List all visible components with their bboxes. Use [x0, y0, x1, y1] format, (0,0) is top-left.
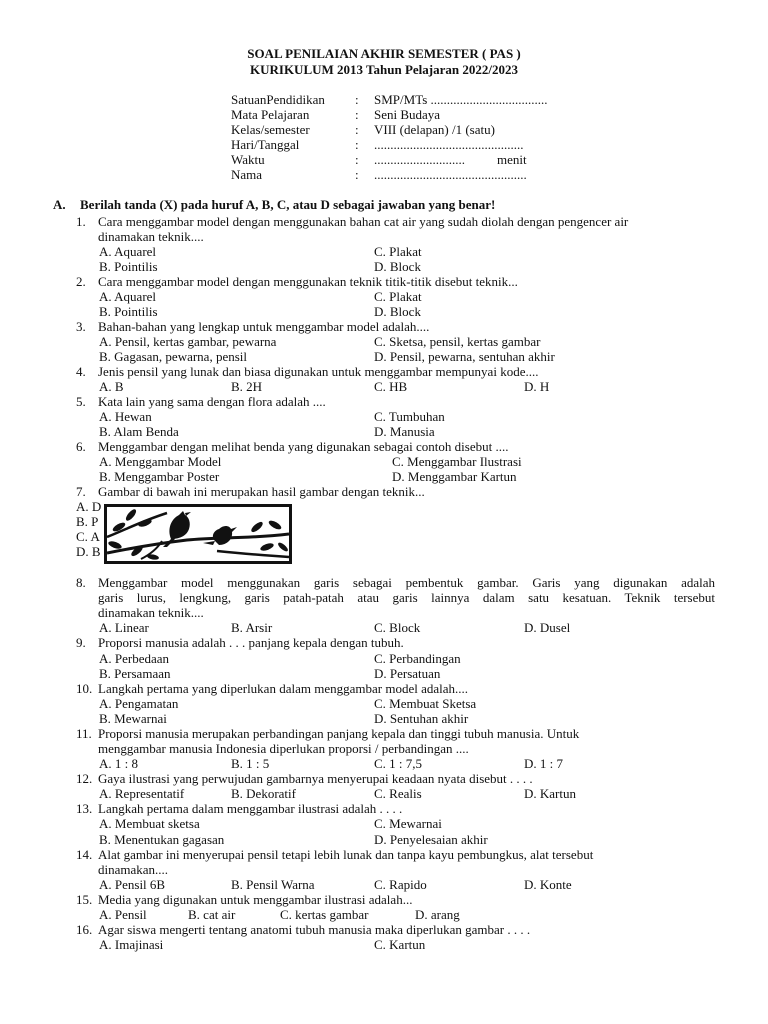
- section-letter: A.: [53, 197, 66, 212]
- question-text: garis lurus, lengkung, garis patah-patah atau garis lainnya dalam satu kesatuan. Teknik tersebut: [98, 590, 715, 605]
- option: C. Realis: [374, 786, 422, 801]
- option: D. Menggambar Kartun: [392, 469, 517, 484]
- option: B. Pensil Warna: [231, 877, 315, 892]
- info-sep: :: [355, 152, 359, 167]
- option: C. 1 : 7,5: [374, 756, 423, 771]
- option: D. Block: [374, 304, 421, 319]
- section-instruction: Berilah tanda (X) pada huruf A, B, C, atau D sebagai jawaban yang benar!: [80, 197, 496, 212]
- info-value: VIII (delapan) /1 (satu): [374, 122, 495, 137]
- option: D. Kartun: [524, 786, 576, 801]
- page-subtitle: KURIKULUM 2013 Tahun Pelajaran 2022/2023: [250, 62, 518, 77]
- question-number: 5.: [76, 394, 86, 409]
- question-number: 13.: [76, 801, 93, 816]
- info-label: SatuanPendidikan: [231, 92, 325, 107]
- question-text: dinamakan teknik....: [98, 229, 204, 244]
- question-text: Proporsi manusia merupakan perbandingan panjang kepala dan tinggi tubuh manusia. Untuk: [98, 726, 580, 741]
- option: A. Aquarel: [99, 289, 157, 304]
- question-text: Cara menggambar model dengan menggunakan teknik titik-titik disebut teknik...: [98, 274, 518, 289]
- option: D. Sentuhan akhir: [374, 711, 469, 726]
- option: B. Pointilis: [99, 304, 158, 319]
- option: C. A: [76, 529, 100, 544]
- question-number: 6.: [76, 439, 86, 454]
- info-value: ..............................................: [374, 137, 524, 152]
- option: A. Membuat sketsa: [99, 816, 200, 831]
- question-text: Langkah pertama yang diperlukan dalam menggambar model adalah....: [98, 681, 468, 696]
- question-number: 11.: [76, 726, 92, 741]
- option: A. 1 : 8: [99, 756, 138, 771]
- page-title: SOAL PENILAIAN AKHIR SEMESTER ( PAS ): [247, 46, 521, 61]
- info-label: Kelas/semester: [231, 122, 310, 137]
- option: C. Tumbuhan: [374, 409, 445, 424]
- question-text: Alat gambar ini menyerupai pensil tetapi lebih lunak dan tanpa kayu pembungkus, alat tersebut: [98, 847, 594, 862]
- info-sep: :: [355, 122, 359, 137]
- question-number: 14.: [76, 847, 93, 862]
- question-text: Menggambar dengan melihat benda yang digunakan sebagai contoh disebut ....: [98, 439, 509, 454]
- option: B. 1 : 5: [231, 756, 270, 771]
- option: C. Rapido: [374, 877, 427, 892]
- question-text: Proporsi manusia adalah . . . panjang kepala dengan tubuh.: [98, 635, 404, 650]
- option: A. Pensil: [99, 907, 147, 922]
- option: B. cat air: [188, 907, 236, 922]
- option: A. Pensil, kertas gambar, pewarna: [99, 334, 277, 349]
- question-text: Media yang digunakan untuk menggambar ilustrasi adalah...: [98, 892, 413, 907]
- option: D. Manusia: [374, 424, 435, 439]
- option: A. Pensil 6B: [99, 877, 166, 892]
- option: B. Dekoratif: [231, 786, 296, 801]
- option: A. D: [76, 499, 102, 514]
- option: C. Plakat: [374, 289, 422, 304]
- info-value: SMP/MTs ....................................: [374, 92, 548, 107]
- question-number: 12.: [76, 771, 93, 786]
- question-text: Cara menggambar model dengan menggunakan bahan cat air yang sudah diolah dengan pengencer air: [98, 214, 629, 229]
- info-label: Hari/Tanggal: [231, 137, 300, 152]
- option: A. Pengamatan: [99, 696, 179, 711]
- option: D. H: [524, 379, 550, 394]
- option: B. Menentukan gagasan: [99, 832, 225, 847]
- option: B. Arsir: [231, 620, 273, 635]
- option: C. Perbandingan: [374, 651, 461, 666]
- option: B. Pointilis: [99, 259, 158, 274]
- option: B. Menggambar Poster: [99, 469, 220, 484]
- option: A. Imajinasi: [99, 937, 164, 952]
- question-number: 2.: [76, 274, 86, 289]
- option: C. HB: [374, 379, 408, 394]
- option: B. P: [76, 514, 99, 529]
- option: D. Dusel: [524, 620, 571, 635]
- question-text: Kata lain yang sama dengan flora adalah ....: [98, 394, 326, 409]
- question-text: dinamakan....: [98, 862, 169, 877]
- info-sep: :: [355, 137, 359, 152]
- info-unit: menit: [497, 152, 527, 167]
- question-number: 9.: [76, 635, 86, 650]
- option: C. Menggambar Ilustrasi: [392, 454, 522, 469]
- question-number: 3.: [76, 319, 86, 334]
- bird-silhouette-image: [104, 504, 292, 564]
- option: D. Konte: [524, 877, 572, 892]
- option: A. Perbedaan: [99, 651, 170, 666]
- question-number: 7.: [76, 484, 86, 499]
- option: A. Hewan: [99, 409, 152, 424]
- question-text: Agar siswa mengerti tentang anatomi tubuh manusia maka diperlukan gambar . . . .: [98, 922, 531, 937]
- info-label: Waktu: [231, 152, 265, 167]
- question-text: Jenis pensil yang lunak dan biasa digunakan untuk menggambar mempunyai kode....: [98, 364, 539, 379]
- option: C. Kartun: [374, 937, 426, 952]
- option: D. Persatuan: [374, 666, 441, 681]
- option: D. arang: [415, 907, 460, 922]
- question-number: 8.: [76, 575, 86, 590]
- option: D. 1 : 7: [524, 756, 563, 771]
- option: D. Pensil, pewarna, sentuhan akhir: [374, 349, 555, 364]
- info-sep: :: [355, 107, 359, 122]
- option: D. Block: [374, 259, 421, 274]
- question-number: 1.: [76, 214, 86, 229]
- info-value: Seni Budaya: [374, 107, 441, 122]
- option: A. Linear: [99, 620, 149, 635]
- info-label: Mata Pelajaran: [231, 107, 310, 122]
- option: A. Aquarel: [99, 244, 157, 259]
- question-text: Bahan-bahan yang lengkap untuk menggambar model adalah....: [98, 319, 430, 334]
- option: B. 2H: [231, 379, 263, 394]
- info-value: ............................: [374, 152, 465, 167]
- option: C. Plakat: [374, 244, 422, 259]
- info-sep: :: [355, 167, 359, 182]
- question-text: Gambar di bawah ini merupakan hasil gambar dengan teknik...: [98, 484, 425, 499]
- option: C. Mewarnai: [374, 816, 442, 831]
- option: A. B: [99, 379, 124, 394]
- option: D. B: [76, 544, 101, 559]
- question-text: Gaya ilustrasi yang perwujudan gambarnya menyerupai keadaan nyata disebut . . . .: [98, 771, 533, 786]
- info-value: ...............................................: [374, 167, 527, 182]
- question-number: 16.: [76, 922, 93, 937]
- option: C. Block: [374, 620, 421, 635]
- question-number: 10.: [76, 681, 93, 696]
- option: B. Mewarnai: [99, 711, 167, 726]
- question-text: Langkah pertama dalam menggambar ilustrasi adalah . . . .: [98, 801, 403, 816]
- option: A. Menggambar Model: [99, 454, 222, 469]
- option: C. Membuat Sketsa: [374, 696, 477, 711]
- option: B. Persamaan: [99, 666, 171, 681]
- question-text: dinamakan teknik....: [98, 605, 204, 620]
- question-text: menggambar manusia Indonesia diperlukan proporsi / perbandingan ....: [98, 741, 469, 756]
- question-number: 15.: [76, 892, 93, 907]
- question-number: 4.: [76, 364, 86, 379]
- option: B. Alam Benda: [99, 424, 179, 439]
- option: C. kertas gambar: [280, 907, 369, 922]
- question-text: Menggambar model menggunakan garis sebagai pembentuk gambar. Garis yang digunakan adalah: [98, 575, 715, 590]
- option: B. Gagasan, pewarna, pensil: [99, 349, 248, 364]
- info-label: Nama: [231, 167, 263, 182]
- option: A. Representatif: [99, 786, 185, 801]
- option: D. Penyelesaian akhir: [374, 832, 488, 847]
- option: C. Sketsa, pensil, kertas gambar: [374, 334, 541, 349]
- info-sep: :: [355, 92, 359, 107]
